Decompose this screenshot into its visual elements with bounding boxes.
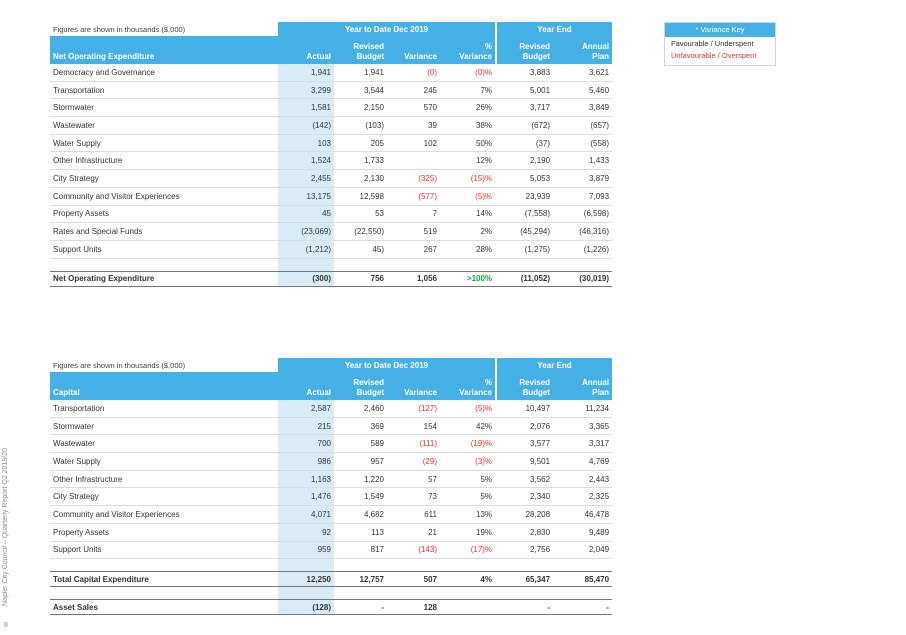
row-label: City Strategy [50, 170, 278, 188]
actual-value: 986 [278, 453, 334, 471]
budget-value: (103) [334, 117, 387, 135]
opex-total-actual: (300) [278, 271, 334, 286]
variance-key-favourable: Favourable / Underspent [671, 39, 754, 48]
asset-sales-ye-budget: - [497, 600, 553, 615]
row-label: Stormwater [50, 99, 278, 117]
capital-header-pct [440, 372, 495, 400]
table-row [50, 205, 612, 223]
annual-plan-value: 3,879 [553, 170, 612, 188]
budget-value: 113 [334, 523, 387, 541]
ye-budget-value: 3,577 [497, 435, 553, 453]
annual-plan-value: (46,316) [553, 223, 612, 241]
ye-budget-value: (672) [497, 117, 553, 135]
asset-sales-row [50, 600, 612, 615]
table-row [50, 117, 612, 135]
table-row [50, 240, 612, 258]
opex-ye-label: Year End [497, 22, 612, 36]
ye-budget-value: (7,558) [497, 205, 553, 223]
actual-value: 3,299 [278, 81, 334, 99]
capital-group-header [50, 358, 612, 372]
capital-header-revised-l2: Budget [356, 388, 384, 397]
capital-total-label: Total Capital Expenditure [50, 572, 278, 587]
variance-value: 102 [387, 134, 440, 152]
row-label: Wastewater [50, 117, 278, 135]
row-label: City Strategy [50, 488, 278, 506]
table-row [50, 223, 612, 241]
variance-value: 57 [387, 470, 440, 488]
actual-value: 2,455 [278, 170, 334, 188]
annual-plan-value: 3,365 [553, 417, 612, 435]
annual-plan-value: 2,443 [553, 470, 612, 488]
asset-sales-budget: - [334, 600, 387, 615]
annual-plan-value: 46,478 [553, 506, 612, 524]
row-label: Community and Visitor Experiences [50, 187, 278, 205]
variance-value: 7 [387, 205, 440, 223]
variance-key-title: * Variance Key [665, 23, 775, 37]
table-row [50, 488, 612, 506]
capital-header-pct-l2: Variance [459, 388, 493, 397]
pct-variance-value: 5% [440, 470, 495, 488]
ye-budget-value: 3,717 [497, 99, 553, 117]
opex-total-ye-budget: (11,052) [497, 271, 553, 286]
variance-value: 39 [387, 117, 440, 135]
variance-value: 154 [387, 417, 440, 435]
opex-total-pct: >100% [440, 271, 495, 286]
pct-variance-value: 50% [440, 134, 495, 152]
opex-header-annual-l2: Plan [592, 52, 610, 61]
variance-value: 570 [387, 99, 440, 117]
ye-budget-value: 3,562 [497, 470, 553, 488]
table-row [50, 99, 612, 117]
pct-variance-value: 38% [440, 117, 495, 135]
variance-value: 611 [387, 506, 440, 524]
budget-value: 2,130 [334, 170, 387, 188]
annual-plan-value: 5,460 [553, 81, 612, 99]
actual-value: 13,175 [278, 187, 334, 205]
variance-value: 519 [387, 223, 440, 241]
pct-variance-value: (3)% [440, 453, 495, 471]
annual-plan-value: 11,234 [553, 400, 612, 417]
capital-ye-label: Year End [497, 358, 612, 372]
actual-value: (23,069) [278, 223, 334, 241]
ye-budget-value: 5,053 [497, 170, 553, 188]
actual-value: 45 [278, 205, 334, 223]
variance-value: 21 [387, 523, 440, 541]
row-label: Property Assets [50, 205, 278, 223]
ye-budget-value: 9,501 [497, 453, 553, 471]
budget-value: 205 [334, 134, 387, 152]
table-row [50, 187, 612, 205]
budget-value: 957 [334, 453, 387, 471]
pct-variance-value: (5)% [440, 400, 495, 417]
budget-value: 45) [334, 240, 387, 258]
row-label: Support Units [50, 240, 278, 258]
variance-value: (29) [387, 453, 440, 471]
row-label: Transportation [50, 400, 278, 417]
variance-value: 267 [387, 240, 440, 258]
budget-value: 4,682 [334, 506, 387, 524]
opex-group-header [50, 22, 612, 36]
annual-plan-value: (657) [553, 117, 612, 135]
opex-units-note: Figures are shown in thousands ($,000) [53, 24, 186, 34]
table-row [50, 64, 612, 81]
opex-total-plan: (30,019) [553, 271, 612, 286]
asset-sales-actual: (128) [278, 600, 334, 615]
table-row [50, 453, 612, 471]
opex-header-ye-revised-l1: Revised [519, 42, 551, 51]
asset-sales-variance: 128 [387, 600, 440, 615]
annual-plan-value: 9,489 [553, 523, 612, 541]
opex-header-pct-l2: Variance [459, 52, 493, 61]
annual-plan-value: 3,317 [553, 435, 612, 453]
actual-value: 2,587 [278, 400, 334, 417]
table-row [50, 541, 612, 559]
asset-sales-pct [440, 600, 495, 615]
capital-rows [50, 400, 612, 559]
pct-variance-value: 28% [440, 240, 495, 258]
budget-value: 3,544 [334, 81, 387, 99]
ye-budget-value: 23,939 [497, 187, 553, 205]
pct-variance-value: 13% [440, 506, 495, 524]
row-label: Water Supply [50, 134, 278, 152]
annual-plan-value: (1,226) [553, 240, 612, 258]
asset-sales-label: Asset Sales [50, 600, 278, 615]
capital-total-budget: 12,757 [334, 572, 387, 587]
opex-header-annual [553, 36, 612, 64]
capital-total-ye-budget: 65,347 [497, 572, 553, 587]
pct-variance-value: (17)% [440, 541, 495, 559]
opex-header-pct [440, 36, 495, 64]
ye-budget-value: (37) [497, 134, 553, 152]
actual-value: 700 [278, 435, 334, 453]
annual-plan-value: 2,325 [553, 488, 612, 506]
opex-column-header [50, 36, 612, 64]
ye-budget-value: 10,497 [497, 400, 553, 417]
variance-value: (111) [387, 435, 440, 453]
pct-variance-value: 26% [440, 99, 495, 117]
variance-value: (0) [387, 64, 440, 81]
budget-value: 817 [334, 541, 387, 559]
row-label: Property Assets [50, 523, 278, 541]
table-row [50, 152, 612, 170]
actual-value: (142) [278, 117, 334, 135]
annual-plan-value: 3,849 [553, 99, 612, 117]
variance-value: (577) [387, 187, 440, 205]
row-label: Stormwater [50, 417, 278, 435]
table-row [50, 400, 612, 417]
opex-table [50, 22, 612, 287]
row-label: Other Infrastructure [50, 152, 278, 170]
row-label: Rates and Special Funds [50, 223, 278, 241]
capital-table [50, 358, 612, 615]
variance-key-unfavourable: Unfavourable / Overspent [671, 51, 757, 60]
pct-variance-value: 42% [440, 417, 495, 435]
ye-budget-value: 5,001 [497, 81, 553, 99]
capital-header-variance: Variance [387, 372, 440, 400]
capital-footer [50, 559, 612, 615]
capital-header-revised [334, 372, 387, 400]
opex-header-revised-l2: Budget [356, 52, 384, 61]
ye-budget-value: 3,883 [497, 64, 553, 81]
actual-value: 959 [278, 541, 334, 559]
pct-variance-value: (0)% [440, 64, 495, 81]
pct-variance-value: (5)% [440, 187, 495, 205]
table-row [50, 81, 612, 99]
page-number: 8 [4, 622, 8, 629]
table-row [50, 134, 612, 152]
pct-variance-value: 12% [440, 152, 495, 170]
ye-budget-value: 28,208 [497, 506, 553, 524]
actual-value: 1,476 [278, 488, 334, 506]
actual-value: 215 [278, 417, 334, 435]
row-label: Other Infrastructure [50, 470, 278, 488]
actual-value: 103 [278, 134, 334, 152]
capital-total-actual: 12,250 [278, 572, 334, 587]
table-row [50, 523, 612, 541]
annual-plan-value: 4,769 [553, 453, 612, 471]
row-label: Water Supply [50, 453, 278, 471]
opex-total-label: Net Operating Expenditure [50, 271, 278, 286]
budget-value: 12,598 [334, 187, 387, 205]
budget-value: 1,220 [334, 470, 387, 488]
variance-value: 245 [387, 81, 440, 99]
row-label: Wastewater [50, 435, 278, 453]
ye-budget-value: (1,275) [497, 240, 553, 258]
asset-sales-plan: - [553, 600, 612, 615]
actual-value: 1,163 [278, 470, 334, 488]
table-row [50, 170, 612, 188]
opex-header-variance: Variance [387, 36, 440, 64]
variance-value [387, 152, 440, 170]
row-label: Community and Visitor Experiences [50, 506, 278, 524]
row-label: Transportation [50, 81, 278, 99]
budget-value: 369 [334, 417, 387, 435]
opex-header-revised [334, 36, 387, 64]
pct-variance-value: 7% [440, 81, 495, 99]
opex-header-ye-revised-l2: Budget [522, 52, 551, 61]
capital-header-annual [553, 372, 612, 400]
variance-value: (127) [387, 400, 440, 417]
opex-total-row [50, 271, 612, 286]
actual-value: 92 [278, 523, 334, 541]
actual-value: 1,524 [278, 152, 334, 170]
row-label: Democracy and Governance [50, 64, 278, 81]
ye-budget-value: 2,830 [497, 523, 553, 541]
pct-variance-value: 19% [440, 523, 495, 541]
capital-header-ye-revised-l1: Revised [519, 378, 551, 387]
capital-ytd-label: Year to Date Dec 2019 [278, 358, 495, 372]
pct-variance-value: (19)% [440, 435, 495, 453]
opex-total-budget: 756 [334, 271, 387, 286]
ye-budget-value: (45,294) [497, 223, 553, 241]
opex-header-actual: Actual [278, 36, 334, 64]
annual-plan-value: (558) [553, 134, 612, 152]
capital-column-header [50, 372, 612, 400]
actual-value: 1,941 [278, 64, 334, 81]
annual-plan-value: 2,049 [553, 541, 612, 559]
opex-header-name: Net Operating Expenditure [50, 36, 278, 64]
annual-plan-value: 3,621 [553, 64, 612, 81]
capital-header-ye-revised-l2: Budget [522, 388, 551, 397]
capital-total-pct: 4% [440, 572, 495, 587]
budget-value: (22,550) [334, 223, 387, 241]
capital-total-variance: 507 [387, 572, 440, 587]
opex-body [50, 22, 612, 64]
table-row [50, 470, 612, 488]
opex-header-pct-l1: % [484, 42, 493, 51]
pct-variance-value: (15)% [440, 170, 495, 188]
capital-header-annual-l1: Annual [581, 378, 610, 387]
opex-header-revised-l1: Revised [353, 42, 384, 51]
pct-variance-value: 2% [440, 223, 495, 241]
capital-header-ye-revised [497, 372, 553, 400]
capital-header-pct-l1: % [484, 378, 493, 387]
opex-header-annual-l1: Annual [581, 42, 610, 51]
opex-total-variance: 1,056 [387, 271, 440, 286]
capital-header-actual: Actual [278, 372, 334, 400]
pct-variance-value: 14% [440, 205, 495, 223]
budget-value: 1,941 [334, 64, 387, 81]
variance-key [664, 22, 776, 66]
capital-units-note: Figures are shown in thousands ($,000) [53, 360, 186, 370]
capital-header-annual-l2: Plan [592, 388, 610, 397]
variance-value: 73 [387, 488, 440, 506]
pct-variance-value: 5% [440, 488, 495, 506]
table-row [50, 506, 612, 524]
opex-header-ye-revised [497, 36, 553, 64]
budget-value: 2,460 [334, 400, 387, 417]
capital-head [50, 358, 612, 400]
annual-plan-value: (6,598) [553, 205, 612, 223]
capital-header-revised-l1: Revised [353, 378, 384, 387]
annual-plan-value: 7,093 [553, 187, 612, 205]
ye-budget-value: 2,756 [497, 541, 553, 559]
budget-value: 1,549 [334, 488, 387, 506]
budget-value: 589 [334, 435, 387, 453]
ye-budget-value: 2,076 [497, 417, 553, 435]
budget-value: 1,733 [334, 152, 387, 170]
actual-value: 4,071 [278, 506, 334, 524]
capital-total-plan: 85,470 [553, 572, 612, 587]
variance-value: (325) [387, 170, 440, 188]
ye-budget-value: 2,340 [497, 488, 553, 506]
variance-value: (143) [387, 541, 440, 559]
ye-budget-value: 2,190 [497, 152, 553, 170]
side-footer: Napier City Council – Quarterly Report Q2 2019/20 [2, 448, 9, 606]
actual-value: (1,212) [278, 240, 334, 258]
opex-footer [50, 258, 612, 286]
annual-plan-value: 1,433 [553, 152, 612, 170]
budget-value: 2,150 [334, 99, 387, 117]
opex-ytd-label: Year to Date Dec 2019 [278, 22, 495, 36]
capital-header-name: Capital [50, 372, 278, 400]
capital-total-row [50, 572, 612, 587]
budget-value: 53 [334, 205, 387, 223]
table-row [50, 417, 612, 435]
table-row [50, 435, 612, 453]
row-label: Support Units [50, 541, 278, 559]
opex-rows [50, 64, 612, 258]
actual-value: 1,581 [278, 99, 334, 117]
